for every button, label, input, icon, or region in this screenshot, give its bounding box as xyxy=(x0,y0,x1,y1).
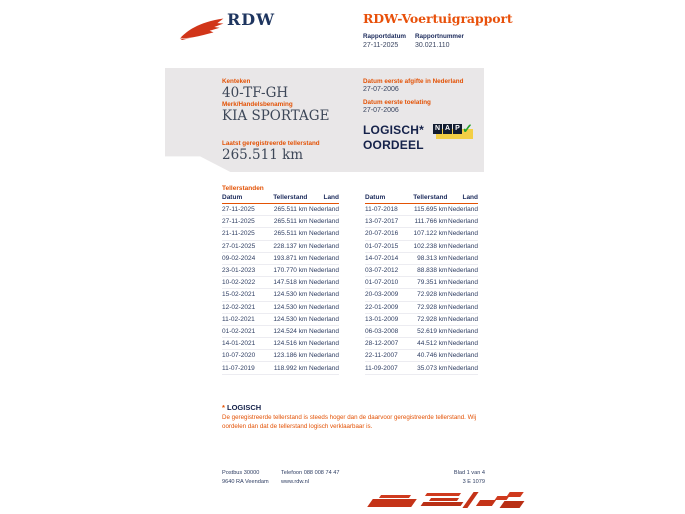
datum-cell: 23-01-2023 xyxy=(222,264,265,276)
footer-form-code: 3 E 1079 xyxy=(462,479,485,485)
land-cell: Nederland xyxy=(307,313,339,325)
datum-cell: 13-07-2017 xyxy=(365,216,407,228)
footnote-title-text: LOGISCH xyxy=(227,403,262,412)
tellerstand-label: Laatst geregistreerde tellerstand xyxy=(222,140,320,147)
datum-cell: 22-01-2009 xyxy=(365,301,407,313)
table-row xyxy=(222,264,339,276)
datum-cell: 15-02-2021 xyxy=(222,289,265,301)
table-row xyxy=(222,277,339,289)
table-row xyxy=(365,289,478,301)
tellerstand-cell: 265.511 km xyxy=(265,216,307,228)
land-cell: Nederland xyxy=(307,252,339,264)
land-cell: Nederland xyxy=(307,289,339,301)
datum-cell: 03-07-2012 xyxy=(365,264,407,276)
tellerstand-cell: 124.530 km xyxy=(265,313,307,325)
table-row xyxy=(365,240,478,252)
footnote-asterisk: * xyxy=(222,403,225,412)
tellerstand-cell: 118.992 km xyxy=(265,362,307,374)
footer-contact xyxy=(281,469,339,487)
land-cell: Nederland xyxy=(447,301,478,313)
table-row xyxy=(365,338,478,350)
oordeel-line2: OORDEEL xyxy=(363,138,424,152)
datum-cell: 10-07-2020 xyxy=(222,350,265,362)
tellerstand-cell: 124.530 km xyxy=(265,301,307,313)
table-row xyxy=(365,313,478,325)
kenteken-label: Kenteken xyxy=(222,78,251,85)
tellerstand-cell: 265.511 km xyxy=(265,204,307,216)
datum-cell: 27-11-2025 xyxy=(222,204,265,216)
datum-cell: 11-07-2018 xyxy=(365,204,407,216)
table-row xyxy=(222,289,339,301)
table-header-row xyxy=(222,194,339,204)
footer-page-info xyxy=(400,469,485,487)
land-cell: Nederland xyxy=(447,350,478,362)
table-row xyxy=(222,313,339,325)
datum-cell: 06-03-2008 xyxy=(365,325,407,337)
footer-address-line2: 9640 RA Veendam xyxy=(222,479,269,485)
datum-cell: 27-11-2025 xyxy=(222,216,265,228)
table-row xyxy=(365,264,478,276)
datum-cell: 20-03-2009 xyxy=(365,289,407,301)
oordeel-line1: LOGISCH* xyxy=(363,123,424,137)
table-row xyxy=(365,204,478,216)
tellerstand-cell: 44.512 km xyxy=(407,338,448,350)
nap-check-icon: ✓ xyxy=(462,121,473,136)
land-cell: Nederland xyxy=(307,277,339,289)
col-header-land: Land xyxy=(307,194,339,204)
tellerstand-cell: 79.351 km xyxy=(407,277,448,289)
land-cell: Nederland xyxy=(447,313,478,325)
land-cell: Nederland xyxy=(447,362,478,374)
merk-label: Merk/Handelsbenaming xyxy=(222,101,293,108)
land-cell: Nederland xyxy=(307,240,339,252)
table-row xyxy=(222,216,339,228)
land-cell: Nederland xyxy=(307,301,339,313)
footnote-text: De geregistreerde tellerstand is steeds hoger dan de daarvoor geregistreerde tellerstand. Wij oordelen dan dat de tellerstand logisch verklaarbaar is. xyxy=(222,414,477,431)
datum-cell: 21-11-2025 xyxy=(222,228,265,240)
tellerstand-cell: 115.695 km xyxy=(407,204,448,216)
land-cell: Nederland xyxy=(307,338,339,350)
report-number-label: Rapportnummer xyxy=(415,33,464,40)
table-row xyxy=(365,216,478,228)
page-title: RDW-Voertuigrapport xyxy=(363,11,513,26)
footer-address xyxy=(222,469,269,487)
tellerstand-cell: 228.137 km xyxy=(265,240,307,252)
table-row xyxy=(222,362,339,374)
col-header-datum: Datum xyxy=(365,194,407,204)
datum-cell: 10-02-2022 xyxy=(222,277,265,289)
footnote-title xyxy=(222,403,261,412)
tellerstand-cell: 72.928 km xyxy=(407,313,448,325)
land-cell: Nederland xyxy=(307,362,339,374)
datum-cell: 13-01-2009 xyxy=(365,313,407,325)
tellerstand-cell: 72.928 km xyxy=(407,289,448,301)
land-cell: Nederland xyxy=(447,240,478,252)
tellerstand-cell: 193.871 km xyxy=(265,252,307,264)
tellerstand-cell: 265.511 km xyxy=(265,228,307,240)
nap-letter-n: N xyxy=(434,125,441,132)
table-row xyxy=(222,301,339,313)
kenteken-value: 40-TF-GH xyxy=(222,85,289,101)
tellerstanden-title: Tellerstanden xyxy=(222,185,264,192)
land-cell: Nederland xyxy=(307,204,339,216)
merk-value: KIA SPORTAGE xyxy=(222,108,330,124)
land-cell: Nederland xyxy=(447,264,478,276)
eerste-toelating-label: Datum eerste toelating xyxy=(363,99,431,106)
col-header-datum: Datum xyxy=(222,194,265,204)
tellerstanden-table-left xyxy=(222,194,339,375)
table-row xyxy=(222,240,339,252)
tellerstanden-table-right xyxy=(365,194,478,375)
datum-cell: 12-02-2021 xyxy=(222,301,265,313)
col-header-tellerstand: Tellerstand xyxy=(265,194,307,204)
tellerstand-cell: 147.518 km xyxy=(265,277,307,289)
eerste-afgifte-value: 27-07-2006 xyxy=(363,86,399,93)
rdw-logo-icon xyxy=(179,15,225,42)
land-cell: Nederland xyxy=(307,264,339,276)
table-row xyxy=(222,325,339,337)
table-row xyxy=(365,277,478,289)
land-cell: Nederland xyxy=(447,204,478,216)
nap-logo-icon xyxy=(433,123,479,141)
table-row xyxy=(365,350,478,362)
decorative-stripes-graphic xyxy=(368,490,522,514)
report-number-value: 30.021.110 xyxy=(415,42,450,49)
table-row xyxy=(222,252,339,264)
table-row xyxy=(222,228,339,240)
land-cell: Nederland xyxy=(307,228,339,240)
table-row xyxy=(365,362,478,374)
report-date-value: 27-11-2025 xyxy=(363,42,399,49)
land-cell: Nederland xyxy=(307,350,339,362)
tellerstand-cell: 72.928 km xyxy=(407,301,448,313)
datum-cell: 01-07-2015 xyxy=(365,240,407,252)
datum-cell: 01-07-2010 xyxy=(365,277,407,289)
table-row xyxy=(365,228,478,240)
tellerstand-cell: 170.770 km xyxy=(265,264,307,276)
table-row xyxy=(365,325,478,337)
datum-cell: 22-11-2007 xyxy=(365,350,407,362)
tellerstand-cell: 88.838 km xyxy=(407,264,448,276)
footer-phone: Telefoon 088 008 74 47 xyxy=(281,470,340,476)
tellerstand-cell: 102.238 km xyxy=(407,240,448,252)
nap-letter-p: P xyxy=(453,124,462,134)
datum-cell: 14-07-2014 xyxy=(365,252,407,264)
datum-cell: 28-12-2007 xyxy=(365,338,407,350)
land-cell: Nederland xyxy=(447,325,478,337)
nap-letter-a: A xyxy=(444,125,451,132)
land-cell: Nederland xyxy=(447,338,478,350)
eerste-toelating-value: 27-07-2006 xyxy=(363,107,399,114)
table-row xyxy=(365,252,478,264)
datum-cell: 01-02-2021 xyxy=(222,325,265,337)
land-cell: Nederland xyxy=(447,216,478,228)
tellerstand-cell: 35.073 km xyxy=(407,362,448,374)
eerste-afgifte-label: Datum eerste afgifte in Nederland xyxy=(363,78,464,85)
report-date-label: Rapportdatum xyxy=(363,33,407,40)
land-cell: Nederland xyxy=(447,228,478,240)
datum-cell: 14-01-2021 xyxy=(222,338,265,350)
datum-cell: 11-07-2019 xyxy=(222,362,265,374)
land-cell: Nederland xyxy=(307,216,339,228)
table-row xyxy=(222,338,339,350)
oordeel-text xyxy=(363,123,424,153)
tellerstand-cell: 111.766 km xyxy=(407,216,448,228)
tellerstand-cell: 52.619 km xyxy=(407,325,448,337)
datum-cell: 09-02-2024 xyxy=(222,252,265,264)
tellerstand-cell: 40.746 km xyxy=(407,350,448,362)
tellerstand-cell: 107.122 km xyxy=(407,228,448,240)
tellerstand-cell: 123.186 km xyxy=(265,350,307,362)
land-cell: Nederland xyxy=(447,277,478,289)
footer-address-line1: Postbus 30000 xyxy=(222,470,260,476)
datum-cell: 11-02-2021 xyxy=(222,313,265,325)
table-row xyxy=(222,204,339,216)
footer-page-number: Blad 1 van 4 xyxy=(453,470,485,476)
land-cell: Nederland xyxy=(447,289,478,301)
col-header-land: Land xyxy=(447,194,478,204)
tellerstand-cell: 124.524 km xyxy=(265,325,307,337)
table-header-row xyxy=(365,194,478,204)
datum-cell: 20-07-2016 xyxy=(365,228,407,240)
table-row xyxy=(222,350,339,362)
tellerstand-value: 265.511 km xyxy=(222,147,304,163)
footer-website: www.rdw.nl xyxy=(281,479,309,485)
tellerstand-cell: 98.313 km xyxy=(407,252,448,264)
table-row xyxy=(365,301,478,313)
tellerstand-cell: 124.530 km xyxy=(265,289,307,301)
land-cell: Nederland xyxy=(447,252,478,264)
land-cell: Nederland xyxy=(307,325,339,337)
datum-cell: 11-09-2007 xyxy=(365,362,407,374)
rdw-logo-wordmark: RDW xyxy=(227,10,276,29)
datum-cell: 27-01-2025 xyxy=(222,240,265,252)
tellerstand-cell: 124.516 km xyxy=(265,338,307,350)
col-header-tellerstand: Tellerstand xyxy=(407,194,448,204)
